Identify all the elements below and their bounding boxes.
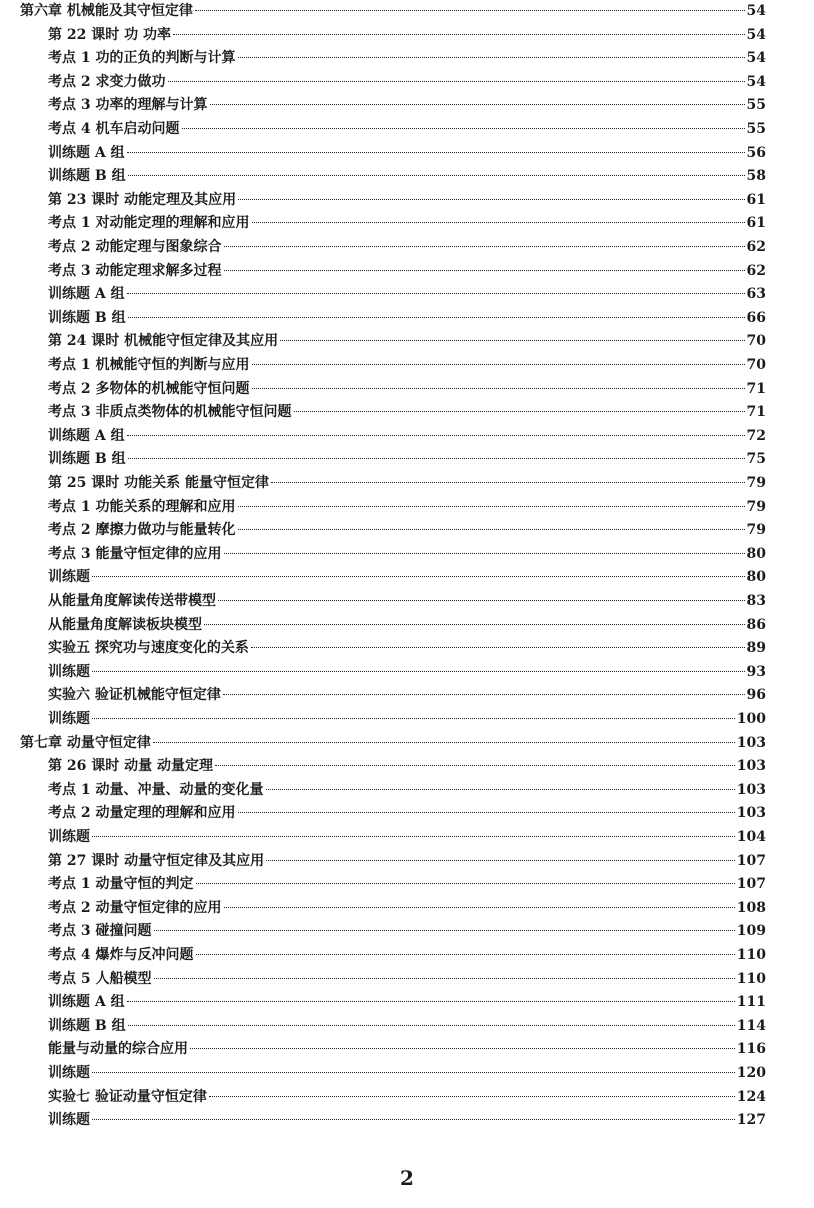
- toc-entry-title: 考点 1 动量、冲量、动量的变化量: [48, 781, 264, 798]
- dot-leader: [218, 600, 745, 601]
- toc-entry-page: 70: [746, 357, 766, 373]
- toc-entry-page: 54: [746, 3, 766, 19]
- toc-entry-title: 训练题: [48, 569, 90, 586]
- toc-entry: [48, 755, 766, 777]
- dot-leader: [196, 954, 735, 955]
- dot-leader: [271, 482, 745, 483]
- dot-leader: [153, 742, 735, 743]
- toc-entry: [48, 425, 766, 447]
- toc-entry-page: 70: [746, 333, 766, 350]
- toc-entry: [48, 354, 766, 376]
- toc-entry-page: 107: [736, 852, 766, 869]
- toc-entry-page: 80: [746, 569, 766, 586]
- toc-entry-page: 124: [736, 1088, 766, 1105]
- toc-entry-title: 从能量角度解读传送带模型: [48, 593, 216, 609]
- toc-entry-page: 93: [746, 663, 766, 680]
- toc-entry-page: 127: [736, 1112, 766, 1129]
- toc-entry: [48, 897, 766, 919]
- toc-entry-page: 54: [746, 26, 766, 43]
- toc-entry: [48, 873, 766, 895]
- dot-leader: [252, 222, 745, 223]
- toc-entry-page: 109: [736, 923, 766, 940]
- toc-entry-page: 61: [746, 215, 766, 232]
- toc-entry: [48, 1038, 766, 1060]
- toc-entry: [48, 260, 766, 282]
- toc-entry-title: 考点 5 人船模型: [48, 970, 152, 987]
- toc-entry-title: 考点 1 功能关系的理解和应用: [48, 498, 236, 515]
- toc-entry-title: 训练题: [48, 1065, 90, 1081]
- dot-leader: [154, 930, 735, 931]
- toc-entry-title: 训练题: [48, 711, 90, 727]
- toc-entry-title: 考点 2 摩擦力做功与能量转化: [48, 522, 236, 539]
- toc-entry: [48, 307, 766, 329]
- toc-entry-title: 第 26 课时 动量 动量定理: [48, 758, 213, 775]
- dot-leader: [127, 435, 745, 436]
- toc-entry-page: 110: [736, 947, 766, 963]
- dot-leader: [224, 270, 745, 271]
- toc-entry-title: 第七章 动量守恒定律: [20, 734, 151, 751]
- dot-leader: [128, 1025, 735, 1026]
- toc-entry-page: 120: [736, 1065, 766, 1081]
- toc-entry: [48, 779, 766, 801]
- toc-entry-page: 80: [746, 545, 766, 562]
- toc-entry: [48, 661, 766, 683]
- toc-entry-page: 96: [746, 687, 766, 704]
- dot-leader: [196, 883, 735, 884]
- toc-entry-page: 72: [746, 427, 766, 444]
- dot-leader: [127, 293, 745, 294]
- toc-entry: [48, 378, 766, 400]
- toc-entry: [48, 991, 766, 1013]
- dot-leader: [128, 317, 745, 318]
- dot-leader: [128, 175, 745, 176]
- toc-entry-page: 63: [746, 286, 766, 303]
- toc-entry-title: 第六章 机械能及其守恒定律: [20, 3, 193, 19]
- toc-entry: [48, 543, 766, 565]
- toc-entry-title: 考点 2 求变力做功: [48, 73, 166, 90]
- toc-entry-page: 86: [746, 616, 766, 633]
- toc-entry: [48, 94, 766, 116]
- dot-leader: [173, 34, 745, 35]
- toc-entry-page: 103: [736, 805, 766, 822]
- dot-leader: [224, 907, 735, 908]
- toc-chapter-entry: [20, 0, 766, 22]
- dot-leader: [190, 1048, 735, 1049]
- toc-entry-page: 56: [746, 144, 766, 161]
- toc-entry-title: 训练题 A 组: [48, 144, 125, 161]
- dot-leader: [294, 411, 745, 412]
- toc-entry-page: 58: [746, 168, 766, 185]
- toc-entry-page: 114: [736, 1017, 766, 1034]
- toc-entry: [48, 24, 766, 46]
- toc-entry: [48, 496, 766, 518]
- toc-entry-title: 第 25 课时 功能关系 能量守恒定律: [48, 475, 269, 491]
- dot-leader: [92, 718, 735, 719]
- dot-leader: [251, 647, 745, 648]
- toc-entry: [48, 236, 766, 258]
- toc-entry-page: 108: [736, 899, 766, 916]
- toc-entry-page: 75: [746, 451, 766, 468]
- toc-entry: [48, 283, 766, 305]
- toc-entry-title: 考点 3 非质点类物体的机械能守恒问题: [48, 404, 292, 421]
- toc-entry: [48, 944, 766, 966]
- toc-entry-title: 考点 1 功的正负的判断与计算: [48, 50, 236, 67]
- toc-entry-title: 训练题: [48, 663, 90, 680]
- toc-entry-title: 训练题 A 组: [48, 286, 125, 303]
- toc-entry-title: 考点 2 动能定理与图象综合: [48, 239, 222, 255]
- dot-leader: [223, 694, 745, 695]
- toc-entry: [48, 850, 766, 872]
- toc-entry: [48, 826, 766, 848]
- toc-entry: [48, 519, 766, 541]
- toc-entry-page: 79: [746, 522, 766, 539]
- toc-entry-page: 71: [746, 404, 766, 421]
- toc-entry: [48, 1062, 766, 1084]
- toc-entry-title: 考点 3 动能定理求解多过程: [48, 262, 222, 279]
- toc-entry: [48, 566, 766, 588]
- toc-entry-page: 100: [736, 711, 766, 727]
- dot-leader: [280, 340, 744, 341]
- dot-leader: [92, 836, 735, 837]
- toc-entry-page: 55: [746, 97, 766, 114]
- toc-entry-title: 实验六 验证机械能守恒定律: [48, 687, 221, 704]
- dot-leader: [238, 57, 745, 58]
- toc-entry-title: 从能量角度解读板块模型: [48, 616, 202, 633]
- toc-entry-title: 考点 2 动量守恒定律的应用: [48, 899, 222, 916]
- toc-entry-page: 61: [746, 191, 766, 208]
- toc-entry-title: 训练题 A 组: [48, 994, 125, 1011]
- toc-entry-page: 71: [746, 380, 766, 397]
- toc-entry-page: 83: [746, 593, 766, 609]
- toc-entry-title: 第 23 课时 动能定理及其应用: [48, 191, 237, 208]
- dot-leader: [92, 1072, 735, 1073]
- dot-leader: [215, 765, 735, 766]
- toc-entry-page: 107: [736, 876, 766, 893]
- toc-entry-page: 110: [736, 970, 766, 987]
- dot-leader: [195, 10, 745, 11]
- dot-leader: [252, 364, 745, 365]
- toc-entry: [48, 165, 766, 187]
- dot-leader: [210, 104, 745, 105]
- toc-entry-title: 能量与动量的综合应用: [48, 1041, 188, 1058]
- toc-entry: [48, 142, 766, 164]
- toc-entry-page: 89: [746, 640, 766, 657]
- toc-entry-title: 训练题 B 组: [48, 168, 126, 185]
- dot-leader: [182, 128, 745, 129]
- toc-entry-title: 考点 1 机械能守恒的判断与应用: [48, 357, 250, 373]
- toc-entry: [48, 472, 766, 494]
- toc-entry: [48, 71, 766, 93]
- toc-entry-page: 104: [736, 829, 766, 845]
- toc-entry-page: 103: [736, 781, 766, 798]
- toc-entry-title: 实验七 验证动量守恒定律: [48, 1088, 207, 1105]
- dot-leader: [209, 1096, 735, 1097]
- toc-entry: [48, 590, 766, 612]
- dot-leader: [238, 506, 745, 507]
- toc-entry-title: 考点 4 机车启动问题: [48, 121, 180, 137]
- toc-entry-page: 103: [736, 734, 766, 751]
- toc-entry: [48, 684, 766, 706]
- toc-entry-title: 考点 3 能量守恒定律的应用: [48, 545, 222, 562]
- dot-leader: [238, 812, 735, 813]
- dot-leader: [266, 860, 735, 861]
- dot-leader: [238, 529, 745, 530]
- dot-leader: [266, 789, 735, 790]
- toc-entry-title: 考点 1 动量守恒的判定: [48, 876, 194, 893]
- toc-entry-page: 111: [736, 994, 766, 1011]
- page-number: 2: [400, 1166, 414, 1190]
- dot-leader: [238, 199, 744, 200]
- dot-leader: [92, 1119, 735, 1120]
- toc-entry: [48, 47, 766, 69]
- dot-leader: [127, 1001, 735, 1002]
- dot-leader: [224, 553, 745, 554]
- toc-entry: [48, 118, 766, 140]
- toc-entry-title: 训练题 A 组: [48, 427, 125, 444]
- toc-entry: [48, 614, 766, 636]
- toc-entry-title: 实验五 探究功与速度变化的关系: [48, 640, 249, 657]
- dot-leader: [168, 81, 745, 82]
- toc-entry: [48, 330, 766, 352]
- toc-entry-title: 训练题 B 组: [48, 451, 126, 468]
- dot-leader: [92, 671, 745, 672]
- toc-entry-title: 训练题: [48, 1112, 90, 1129]
- toc-entry-page: 62: [746, 239, 766, 255]
- toc-entry-title: 训练题: [48, 829, 90, 845]
- toc-entry-title: 考点 2 动量定理的理解和应用: [48, 805, 236, 822]
- toc-entry: [48, 968, 766, 990]
- toc-entry: [48, 637, 766, 659]
- toc-entry: [48, 212, 766, 234]
- toc-entry: [48, 708, 766, 730]
- toc-entry-title: 考点 1 对动能定理的理解和应用: [48, 215, 250, 232]
- toc-entry-title: 考点 4 爆炸与反冲问题: [48, 947, 194, 963]
- toc-chapter-entry: [20, 732, 766, 754]
- toc-entry: [48, 448, 766, 470]
- toc-entry-title: 考点 3 碰撞问题: [48, 923, 152, 940]
- dot-leader: [154, 978, 735, 979]
- toc-entry: [48, 1109, 766, 1131]
- dot-leader: [252, 388, 745, 389]
- toc-entry-title: 第 24 课时 机械能守恒定律及其应用: [48, 333, 279, 350]
- toc-entry-page: 66: [746, 309, 766, 326]
- dot-leader: [224, 246, 745, 247]
- dot-leader: [127, 152, 745, 153]
- toc-entry-page: 54: [746, 73, 766, 90]
- toc-entry-page: 62: [746, 262, 766, 279]
- toc-entry-page: 116: [736, 1041, 766, 1058]
- toc-entry: [48, 1015, 766, 1037]
- toc-entry-page: 54: [746, 50, 766, 67]
- dot-leader: [204, 624, 745, 625]
- toc-entry-title: 训练题 B 组: [48, 309, 126, 326]
- toc-entry-title: 第 22 课时 功 功率: [48, 26, 171, 43]
- toc-entry-page: 79: [746, 475, 766, 491]
- toc-entry-title: 考点 3 功率的理解与计算: [48, 97, 208, 114]
- toc-entry-title: 训练题 B 组: [48, 1017, 126, 1034]
- toc-entry-page: 103: [736, 758, 766, 775]
- toc-entry: [48, 802, 766, 824]
- toc-entry-page: 79: [746, 498, 766, 515]
- toc-entry-page: 55: [746, 121, 766, 137]
- toc-entry: [48, 1086, 766, 1108]
- dot-leader: [128, 458, 745, 459]
- toc-entry: [48, 920, 766, 942]
- toc-entry-title: 考点 2 多物体的机械能守恒问题: [48, 380, 250, 397]
- toc-entry: [48, 401, 766, 423]
- toc-entry-title: 第 27 课时 动量守恒定律及其应用: [48, 852, 265, 869]
- toc-entry: [48, 189, 766, 211]
- dot-leader: [92, 576, 745, 577]
